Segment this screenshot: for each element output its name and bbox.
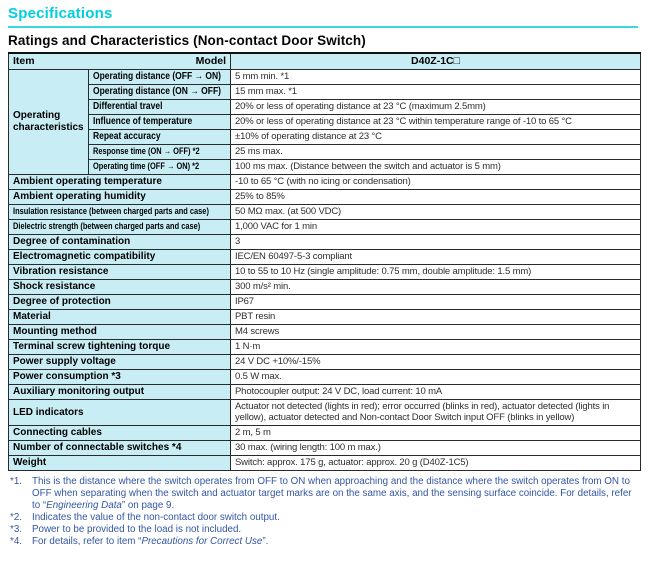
row-label-text: Operating time (OFF → ON) *2 xyxy=(93,161,200,171)
table-row xyxy=(9,219,641,234)
table-row xyxy=(9,159,641,174)
row-value: 25 ms max. xyxy=(231,144,641,159)
table-row xyxy=(9,69,641,84)
row-label xyxy=(9,369,231,384)
row-label-text: Dielectric strength (between charged parts and case) xyxy=(13,221,201,231)
row-label-text: Operating distance (OFF → ON) xyxy=(93,71,221,82)
row-label-text: Terminal screw tightening torque xyxy=(13,341,171,352)
row-label-text: Connecting cables xyxy=(13,427,102,438)
group-label: Operating characteristics xyxy=(9,69,89,174)
row-label xyxy=(9,425,231,440)
table-row xyxy=(9,384,641,399)
row-value: Switch: approx. 175 g, actuator: approx. 20 g (D40Z-1C5) xyxy=(231,455,641,470)
row-value: 100 ms max. (Distance between the switch and actuator is 5 mm) xyxy=(231,159,641,174)
row-label xyxy=(89,144,231,159)
table-row xyxy=(9,264,641,279)
table-row xyxy=(9,144,641,159)
row-label-text: Influence of temperature xyxy=(93,116,193,127)
table-row xyxy=(9,249,641,264)
row-value: 10 to 55 to 10 Hz (single amplitude: 0.75 mm, double amplitude: 1.5 mm) xyxy=(231,264,641,279)
specifications-table xyxy=(8,52,641,471)
footnote-marker: *3. xyxy=(10,523,22,535)
row-label xyxy=(9,249,231,264)
row-value: 20% or less of operating distance at 23 °C within temperature range of -10 to 65 °C xyxy=(231,114,641,129)
footnote-marker: *2. xyxy=(10,511,22,523)
row-label-text: Mounting method xyxy=(13,326,97,337)
footnote-marker: *4. xyxy=(10,535,22,547)
row-label xyxy=(89,159,231,174)
row-label xyxy=(89,129,231,144)
row-value: 3 xyxy=(231,234,641,249)
row-label xyxy=(9,279,231,294)
row-label xyxy=(89,114,231,129)
row-value: -10 to 65 °C (with no icing or condensation) xyxy=(231,174,641,189)
footnote-text-part: ” on page 9. xyxy=(121,499,175,511)
row-label-text: Repeat accuracy xyxy=(93,131,161,142)
table-row xyxy=(9,339,641,354)
header-item-label: Item xyxy=(13,55,35,68)
footnote-text-part: For details, refer to item “ xyxy=(32,535,142,547)
row-label xyxy=(89,69,231,84)
row-label xyxy=(9,324,231,339)
table-row xyxy=(9,204,641,219)
table-header-row xyxy=(9,53,641,69)
row-label-text: Ambient operating humidity xyxy=(13,191,146,202)
table-row xyxy=(9,174,641,189)
row-label xyxy=(9,309,231,324)
table-row xyxy=(9,99,641,114)
row-label-text: LED indicators xyxy=(13,406,84,418)
row-label xyxy=(9,339,231,354)
row-value: ±10% of operating distance at 23 °C xyxy=(231,129,641,144)
row-value: 2 m, 5 m xyxy=(231,425,641,440)
footnote-text-part: Indicates the value of the non-contact door switch output. xyxy=(32,511,280,523)
table-row xyxy=(9,354,641,369)
footnote-text-part: Engineering Data xyxy=(46,499,122,511)
section-title: Ratings and Characteristics (Non-contact Door Switch) xyxy=(8,33,366,48)
row-label-text: Auxiliary monitoring output xyxy=(13,386,145,397)
footnote-text-part: ”. xyxy=(262,535,269,547)
row-label xyxy=(9,294,231,309)
footnote-text xyxy=(32,536,640,548)
row-value: IP67 xyxy=(231,294,641,309)
spec-table-body xyxy=(9,69,641,470)
row-label-text: Ambient operating temperature xyxy=(13,176,162,187)
row-value: 20% or less of operating distance at 23 °C (maximum 2.5mm) xyxy=(231,99,641,114)
row-value: 0.5 W max. xyxy=(231,369,641,384)
row-label-text: Differential travel xyxy=(93,101,163,112)
title-rule xyxy=(8,26,638,28)
row-label xyxy=(9,174,231,189)
row-value: 300 m/s² min. xyxy=(231,279,641,294)
header-model-number: D40Z-1C□ xyxy=(231,53,641,69)
page-title: Specifications xyxy=(8,5,113,22)
footnote-text-part: This is the distance where the switch operates from OFF to ON when approaching and the distance where the switch operates from ON to OFF when separating when the switch and actuator target marks are on the same axis, and the sensing surface coincide. For details, refer to “ xyxy=(32,475,632,511)
row-value: 1 N·m xyxy=(231,339,641,354)
table-row xyxy=(9,189,641,204)
table-row xyxy=(9,425,641,440)
row-label-text: Material xyxy=(13,311,51,322)
footnote xyxy=(10,476,640,512)
table-row xyxy=(9,234,641,249)
row-label xyxy=(89,84,231,99)
footnote xyxy=(10,524,640,536)
row-value: M4 screws xyxy=(231,324,641,339)
row-label xyxy=(9,354,231,369)
table-row xyxy=(9,114,641,129)
row-label xyxy=(9,399,231,425)
row-label-text: Power supply voltage xyxy=(13,356,116,367)
row-label-text: Insulation resistance (between charged parts and case) xyxy=(13,206,209,216)
row-value: Actuator not detected (lights in red); error occurred (blinks in red), actuator detected (lights in yellow), actuator detected and Non-contact Door Switch input OFF (blinks in yellow) xyxy=(231,399,641,425)
footnote-marker: *1. xyxy=(10,475,22,487)
row-label xyxy=(9,455,231,470)
table-row xyxy=(9,455,641,470)
row-label-text: Operating distance (ON → OFF) xyxy=(93,86,221,97)
row-label xyxy=(9,264,231,279)
row-label-text: Power consumption *3 xyxy=(13,371,121,382)
row-label xyxy=(9,234,231,249)
row-value: 15 mm max. *1 xyxy=(231,84,641,99)
row-label-text: Weight xyxy=(13,457,47,468)
row-label xyxy=(9,384,231,399)
table-row xyxy=(9,399,641,425)
row-label-text: Degree of protection xyxy=(13,296,111,307)
row-value: 24 V DC +10%/-15% xyxy=(231,354,641,369)
row-label-text: Shock resistance xyxy=(13,281,96,292)
header-item-model-cell xyxy=(9,53,231,69)
row-label xyxy=(9,219,231,234)
footnote-text-part: Power to be provided to the load is not included. xyxy=(32,523,242,535)
table-row xyxy=(9,309,641,324)
row-label-text: Degree of contamination xyxy=(13,236,131,247)
row-value: PBT resin xyxy=(231,309,641,324)
row-value: 30 max. (wiring length: 100 m max.) xyxy=(231,440,641,455)
footnote xyxy=(10,536,640,548)
footnote-text xyxy=(32,476,640,512)
footnote xyxy=(10,512,640,524)
row-label xyxy=(89,99,231,114)
row-label-text: Electromagnetic compatibility xyxy=(13,251,156,262)
table-row xyxy=(9,369,641,384)
table-row xyxy=(9,440,641,455)
footnote-text-part: Precautions for Correct Use xyxy=(141,535,263,547)
row-label xyxy=(9,440,231,455)
row-value: 50 MΩ max. (at 500 VDC) xyxy=(231,204,641,219)
row-value: 25% to 85% xyxy=(231,189,641,204)
row-value: 5 mm min. *1 xyxy=(231,69,641,84)
table-row xyxy=(9,279,641,294)
row-label-text: Vibration resistance xyxy=(13,266,109,277)
row-label xyxy=(9,204,231,219)
header-model-label: Model xyxy=(195,55,226,68)
row-value: IEC/EN 60497-5-3 compliant xyxy=(231,249,641,264)
table-row xyxy=(9,324,641,339)
table-row xyxy=(9,294,641,309)
footnote-text xyxy=(32,512,640,524)
row-label-text: Response time (ON → OFF) *2 xyxy=(93,146,200,156)
row-value: Photocoupler output: 24 V DC, load current: 10 mA xyxy=(231,384,641,399)
row-label xyxy=(9,189,231,204)
footnote-text xyxy=(32,524,640,536)
table-row xyxy=(9,129,641,144)
table-row xyxy=(9,84,641,99)
row-value: 1,000 VAC for 1 min xyxy=(231,219,641,234)
footnotes xyxy=(10,476,640,548)
row-label-text: Number of connectable switches *4 xyxy=(13,442,182,453)
